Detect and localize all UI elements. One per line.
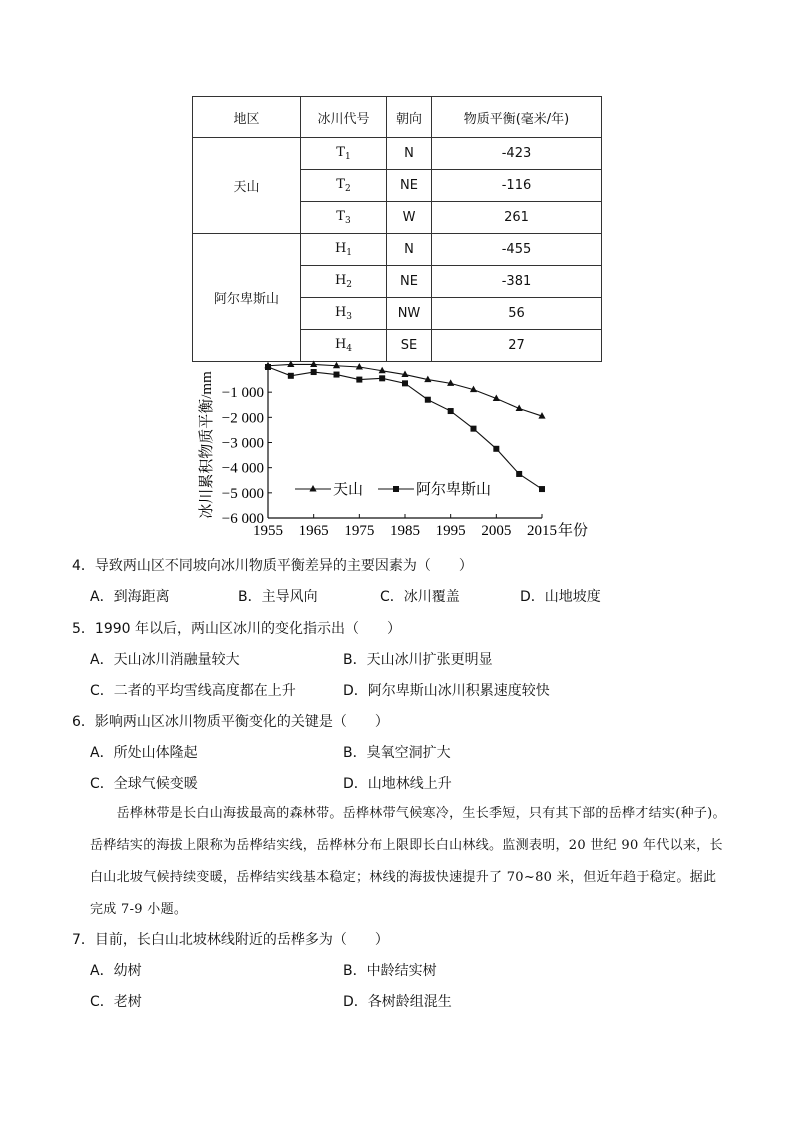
question-5-option-a[interactable]: A．天山冰川消融量较大 xyxy=(90,652,240,668)
data-point xyxy=(402,380,408,386)
chart-axes xyxy=(197,367,588,539)
question-7-option-c[interactable]: C．老树 xyxy=(90,994,142,1010)
y-axis-label: 冰川累积物质平衡/mm xyxy=(199,371,215,519)
x-tick-label: 1975 xyxy=(344,523,375,539)
chart-legend xyxy=(295,481,491,498)
passage-line: 岳桦林带是长白山海拔最高的森林带。岳桦林带气候寒冷，生长季短，只有其下部的岳桦才结实(种子)。 xyxy=(90,806,726,821)
question-5-stem: 5．1990 年以后，两山区冰川的变化指示出（ ） xyxy=(72,621,401,637)
y-tick-label: −2 000 xyxy=(221,410,264,427)
code-cell: $H_3$ xyxy=(301,298,387,330)
question-5-option-b[interactable]: B．天山冰川扩张更明显 xyxy=(343,652,493,668)
x-tick-label: 1955 xyxy=(253,523,283,539)
data-point xyxy=(334,372,340,378)
legend-marker xyxy=(309,485,316,492)
question-4-option-b[interactable]: B．主导风向 xyxy=(238,589,318,605)
x-tick-label: 1965 xyxy=(298,523,329,539)
reading-passage xyxy=(90,798,730,926)
question-4-option-d[interactable]: D．山地坡度 xyxy=(520,589,601,605)
data-point xyxy=(333,362,340,369)
table-row xyxy=(193,234,602,266)
question-6-stem: 6．影响两山区冰川物质平衡变化的关键是（ ） xyxy=(72,714,389,730)
question-7-option-a[interactable]: A．幼树 xyxy=(90,963,142,979)
balance-cell: 56 xyxy=(432,298,602,330)
passage-line: 完成 7-9 小题。 xyxy=(90,902,188,917)
balance-cell: -423 xyxy=(432,138,602,170)
data-point xyxy=(425,397,431,403)
x-tick-label: 1985 xyxy=(390,523,420,539)
code-cell: $T_1$ xyxy=(301,138,387,170)
x-tick-label: 1995 xyxy=(435,523,466,539)
code-cell: $T_3$ xyxy=(301,202,387,234)
dir-cell: N xyxy=(387,234,432,266)
question-6-option-c[interactable]: C．全球气候变暖 xyxy=(90,776,198,792)
data-point xyxy=(516,471,522,477)
question-4-option-c[interactable]: C．冰川覆盖 xyxy=(380,589,460,605)
y-tick-label: −5 000 xyxy=(221,485,264,502)
y-tick-label: −3 000 xyxy=(221,435,264,452)
table-header-row xyxy=(193,97,602,138)
header-mass-balance: 物质平衡(毫米/年) xyxy=(432,97,602,138)
x-tick-label: 2005 xyxy=(481,523,512,539)
region-cell: 阿尔卑斯山 xyxy=(193,234,301,362)
dir-cell: NE xyxy=(387,266,432,298)
header-region: 地区 xyxy=(193,97,301,138)
dir-cell: N xyxy=(387,138,432,170)
table-row xyxy=(193,138,602,170)
balance-cell: 27 xyxy=(432,330,602,362)
question-7-option-b[interactable]: B．中龄结实树 xyxy=(343,963,437,979)
question-4-option-a[interactable]: A．到海距离 xyxy=(90,589,170,605)
data-point xyxy=(356,363,363,370)
data-point xyxy=(471,426,477,432)
data-point xyxy=(379,375,385,381)
mass-balance-chart xyxy=(190,358,610,544)
dir-cell: NW xyxy=(387,298,432,330)
y-tick-label: −1 000 xyxy=(221,385,264,402)
question-7-option-d[interactable]: D．各树龄组混生 xyxy=(343,994,452,1010)
balance-cell: -116 xyxy=(432,170,602,202)
balance-cell: 261 xyxy=(432,202,602,234)
data-point xyxy=(310,360,317,367)
header-glacier-code: 冰川代号 xyxy=(301,97,387,138)
question-6-option-d[interactable]: D．山地林线上升 xyxy=(343,776,452,792)
question-6-option-b[interactable]: B．臭氧空洞扩大 xyxy=(343,745,451,761)
balance-cell: -455 xyxy=(432,234,602,266)
legend-marker xyxy=(393,486,399,492)
passage-line: 岳桦结实的海拔上限称为岳桦结实线，岳桦林分布上限即长白山林线。监测表明，20 世纪 90 年代以来，长 xyxy=(90,838,723,853)
code-cell: $H_2$ xyxy=(301,266,387,298)
code-cell: $H_4$ xyxy=(301,330,387,362)
y-tick-label: −6 000 xyxy=(221,511,264,527)
passage-line: 白山北坡气候持续变暖，岳桦结实线基本稳定；林线的海拔快速提升了 70~80 米，但近年趋于稳定。据此 xyxy=(90,870,717,885)
question-6-option-a[interactable]: A．所处山体隆起 xyxy=(90,745,198,761)
header-orientation: 朝向 xyxy=(387,97,432,138)
data-point xyxy=(287,360,294,367)
legend-label: 阿尔卑斯山 xyxy=(416,482,492,498)
chart-series xyxy=(264,360,545,492)
balance-cell: -381 xyxy=(432,266,602,298)
data-point xyxy=(539,486,545,492)
data-point xyxy=(448,408,454,414)
legend-label: 天山 xyxy=(333,482,364,498)
dir-cell: NE xyxy=(387,170,432,202)
question-7-stem: 7．目前，长白山北坡林线附近的岳桦多为（ ） xyxy=(72,932,389,948)
data-point xyxy=(288,373,294,379)
glacier-mass-balance-table xyxy=(192,96,602,362)
dir-cell: SE xyxy=(387,330,432,362)
region-cell: 天山 xyxy=(193,138,301,234)
x-axis-label: 年份 xyxy=(558,523,589,539)
data-point xyxy=(356,377,362,383)
code-cell: $H_1$ xyxy=(301,234,387,266)
question-5-option-c[interactable]: C．二者的平均雪线高度都在上升 xyxy=(90,683,296,699)
data-point xyxy=(311,369,317,375)
code-cell: $T_2$ xyxy=(301,170,387,202)
question-4-stem: 4．导致两山区不同坡向冰川物质平衡差异的主要因素为（ ） xyxy=(72,558,473,574)
y-tick-label: −4 000 xyxy=(221,460,264,477)
dir-cell: W xyxy=(387,202,432,234)
data-point xyxy=(265,364,271,370)
question-5-option-d[interactable]: D．阿尔卑斯山冰川积累速度较快 xyxy=(343,683,550,699)
x-tick-label: 2015 xyxy=(527,523,557,539)
data-point xyxy=(493,446,499,452)
